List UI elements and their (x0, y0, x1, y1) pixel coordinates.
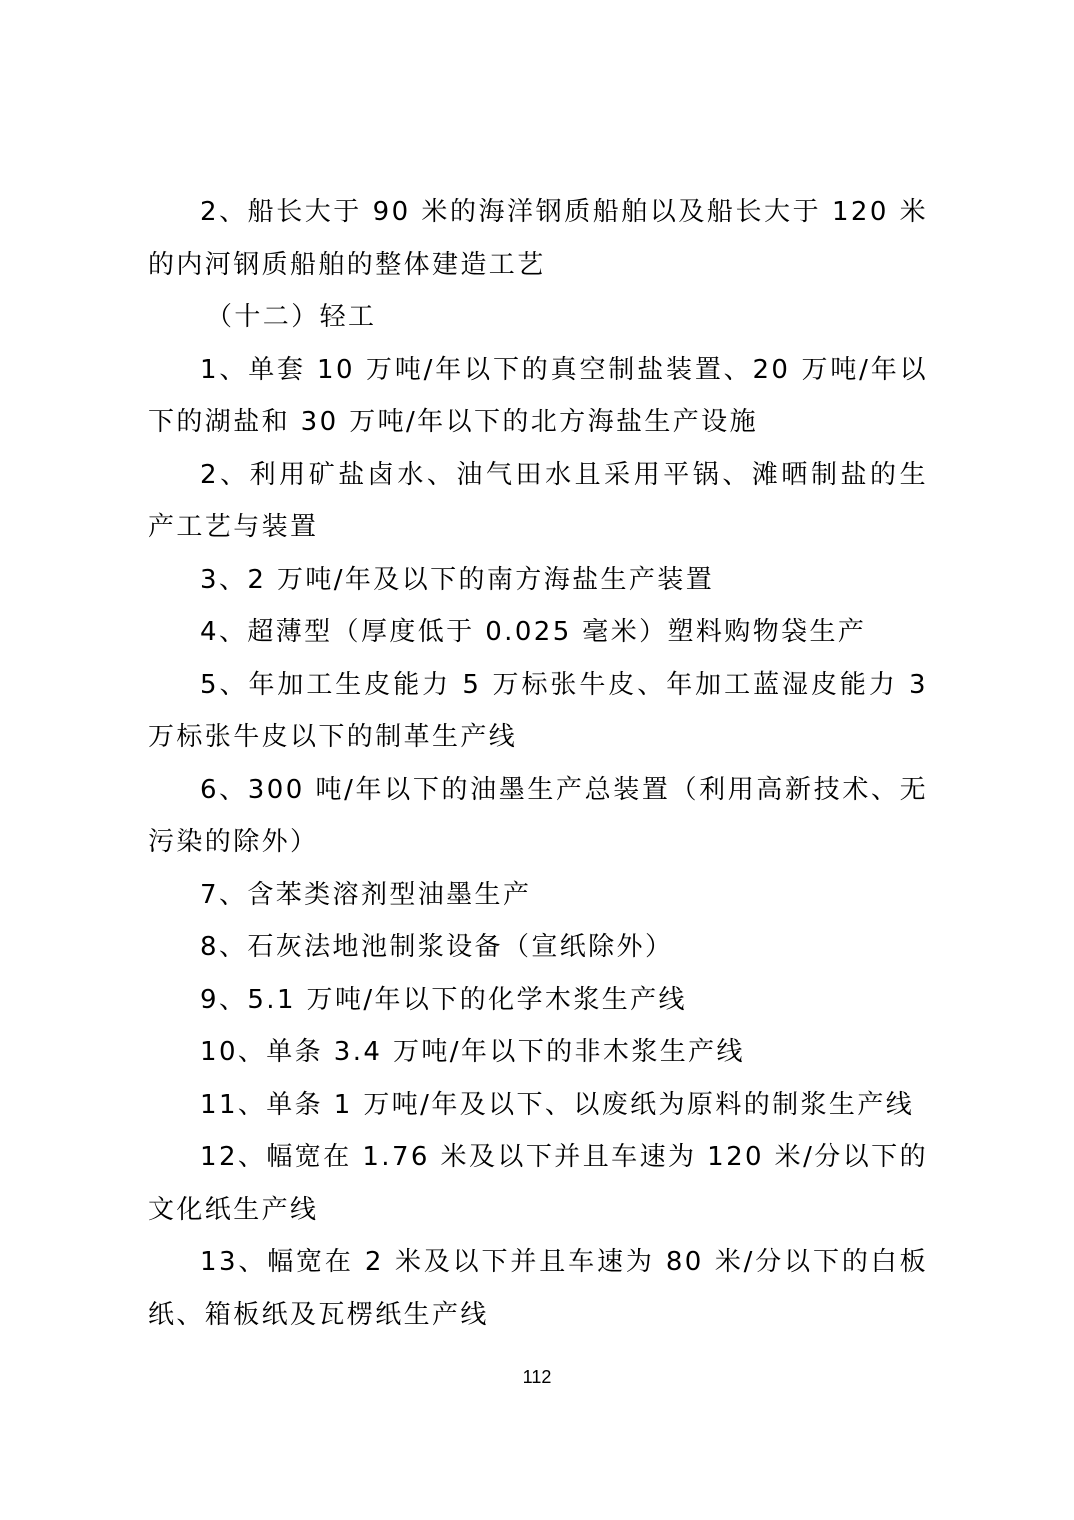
list-item: 12、幅宽在 1.76 米及以下并且车速为 120 米/分以下的文化纸生产线 (148, 1142, 928, 1225)
list-item: 6、300 吨/年以下的油墨生产总装置（利用高新技术、无污染的除外） (148, 774, 928, 857)
page-number: 112 (522, 1367, 552, 1387)
list-item: 10、单条 3.4 万吨/年以下的非木浆生产线 (200, 1037, 745, 1067)
list-item: 1、单套 10 万吨/年以下的真空制盐装置、20 万吨/年以下的湖盐和 30 万吨/年以下的北方海盐生产设施 (148, 354, 928, 437)
list-item-shipbuilding: 2、船长大于 90 米的海洋钢质船舶以及船长大于 120 米的内河钢质船舶的整体建造工艺 (148, 197, 928, 280)
list-item: 7、含苯类溶剂型油墨生产 (200, 879, 532, 910)
list-item: 2、利用矿盐卤水、油气田水且采用平锅、滩晒制盐的生产工艺与装置 (148, 459, 928, 542)
list-item: 11、单条 1 万吨/年及以下、以废纸为原料的制浆生产线 (200, 1089, 915, 1120)
page-body (148, 186, 928, 1341)
list-item: 3、2 万吨/年及以下的南方海盐生产装置 (200, 564, 715, 595)
list-item: 4、超薄型（厚度低于 0.025 毫米）塑料购物袋生产 (200, 617, 867, 647)
list-item: 9、5.1 万吨/年以下的化学木浆生产线 (200, 984, 687, 1015)
section-heading-light-industry: （十二）轻工 (206, 302, 377, 332)
list-item: 13、幅宽在 2 米及以下并且车速为 80 米/分以下的白板纸、箱板纸及瓦楞纸生产线 (148, 1247, 928, 1330)
list-item: 8、石灰法地池制浆设备（宣纸除外） (200, 932, 674, 962)
list-item: 5、年加工生皮能力 5 万标张牛皮、年加工蓝湿皮能力 3 万标张牛皮以下的制革生产线 (148, 669, 928, 752)
